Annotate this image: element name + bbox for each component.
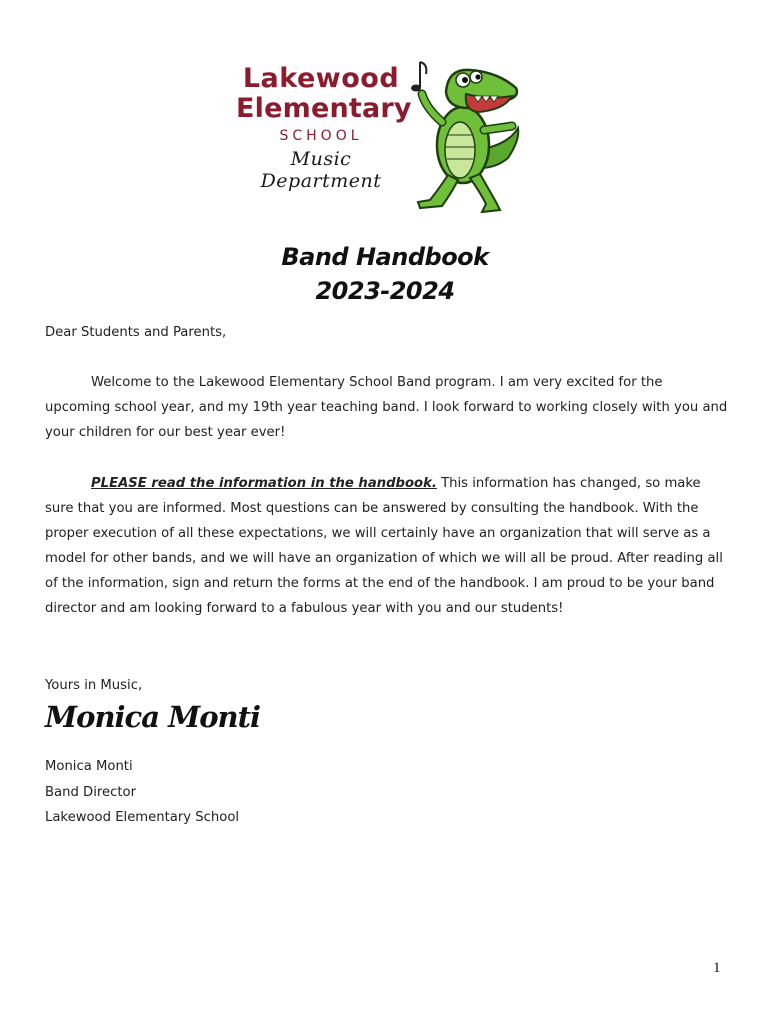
letter-greeting: Dear Students and Parents, bbox=[45, 325, 227, 340]
school-logo bbox=[230, 50, 530, 215]
logo-text bbox=[236, 63, 412, 192]
info-paragraph-body: This information has changed, so make sure that you are informed. Most questions can be answered by consulting the handbook. With the proper execution of all these expectations, we will certainly have an organization that will serve as a model for other bands, and we will have an organization of which we will all be proud. After reading all of the information, sign and return the forms at the end of the handbook. I am proud to be your band director and am looking forward to a fabulous year with you and our students! bbox=[45, 476, 723, 616]
handwritten-signature: Monica Monti bbox=[45, 700, 261, 734]
logo-music-department: Music Department bbox=[260, 148, 382, 192]
emphasis-notice: PLEASE read the information in the handbook. bbox=[91, 476, 437, 491]
letter-closing: Yours in Music, bbox=[45, 678, 143, 693]
logo-school-word: SCHOOL bbox=[279, 128, 363, 144]
logo-school-name-line1: Lakewood bbox=[242, 63, 400, 94]
letter-welcome-paragraph: Welcome to the Lakewood Elementary School Band program. I am very excited for the upcoming school year, and my 19th year teaching band. I look forward to working closely with you and your children for our best year ever! bbox=[45, 375, 728, 440]
logo-school-name-line2: Elementary bbox=[236, 93, 412, 124]
handbook-year: 2023-2024 bbox=[315, 277, 455, 305]
signature-block bbox=[45, 754, 239, 831]
page-number: 1 bbox=[713, 960, 721, 976]
signer-role: Band Director bbox=[45, 784, 137, 800]
alligator-mascot-icon bbox=[408, 50, 533, 215]
signer-name: Monica Monti bbox=[45, 759, 133, 774]
handbook-title: Band Handbook bbox=[281, 243, 489, 271]
signer-school: Lakewood Elementary School bbox=[45, 810, 240, 825]
music-note-icon bbox=[411, 62, 426, 92]
letter-info-paragraph bbox=[45, 471, 730, 621]
